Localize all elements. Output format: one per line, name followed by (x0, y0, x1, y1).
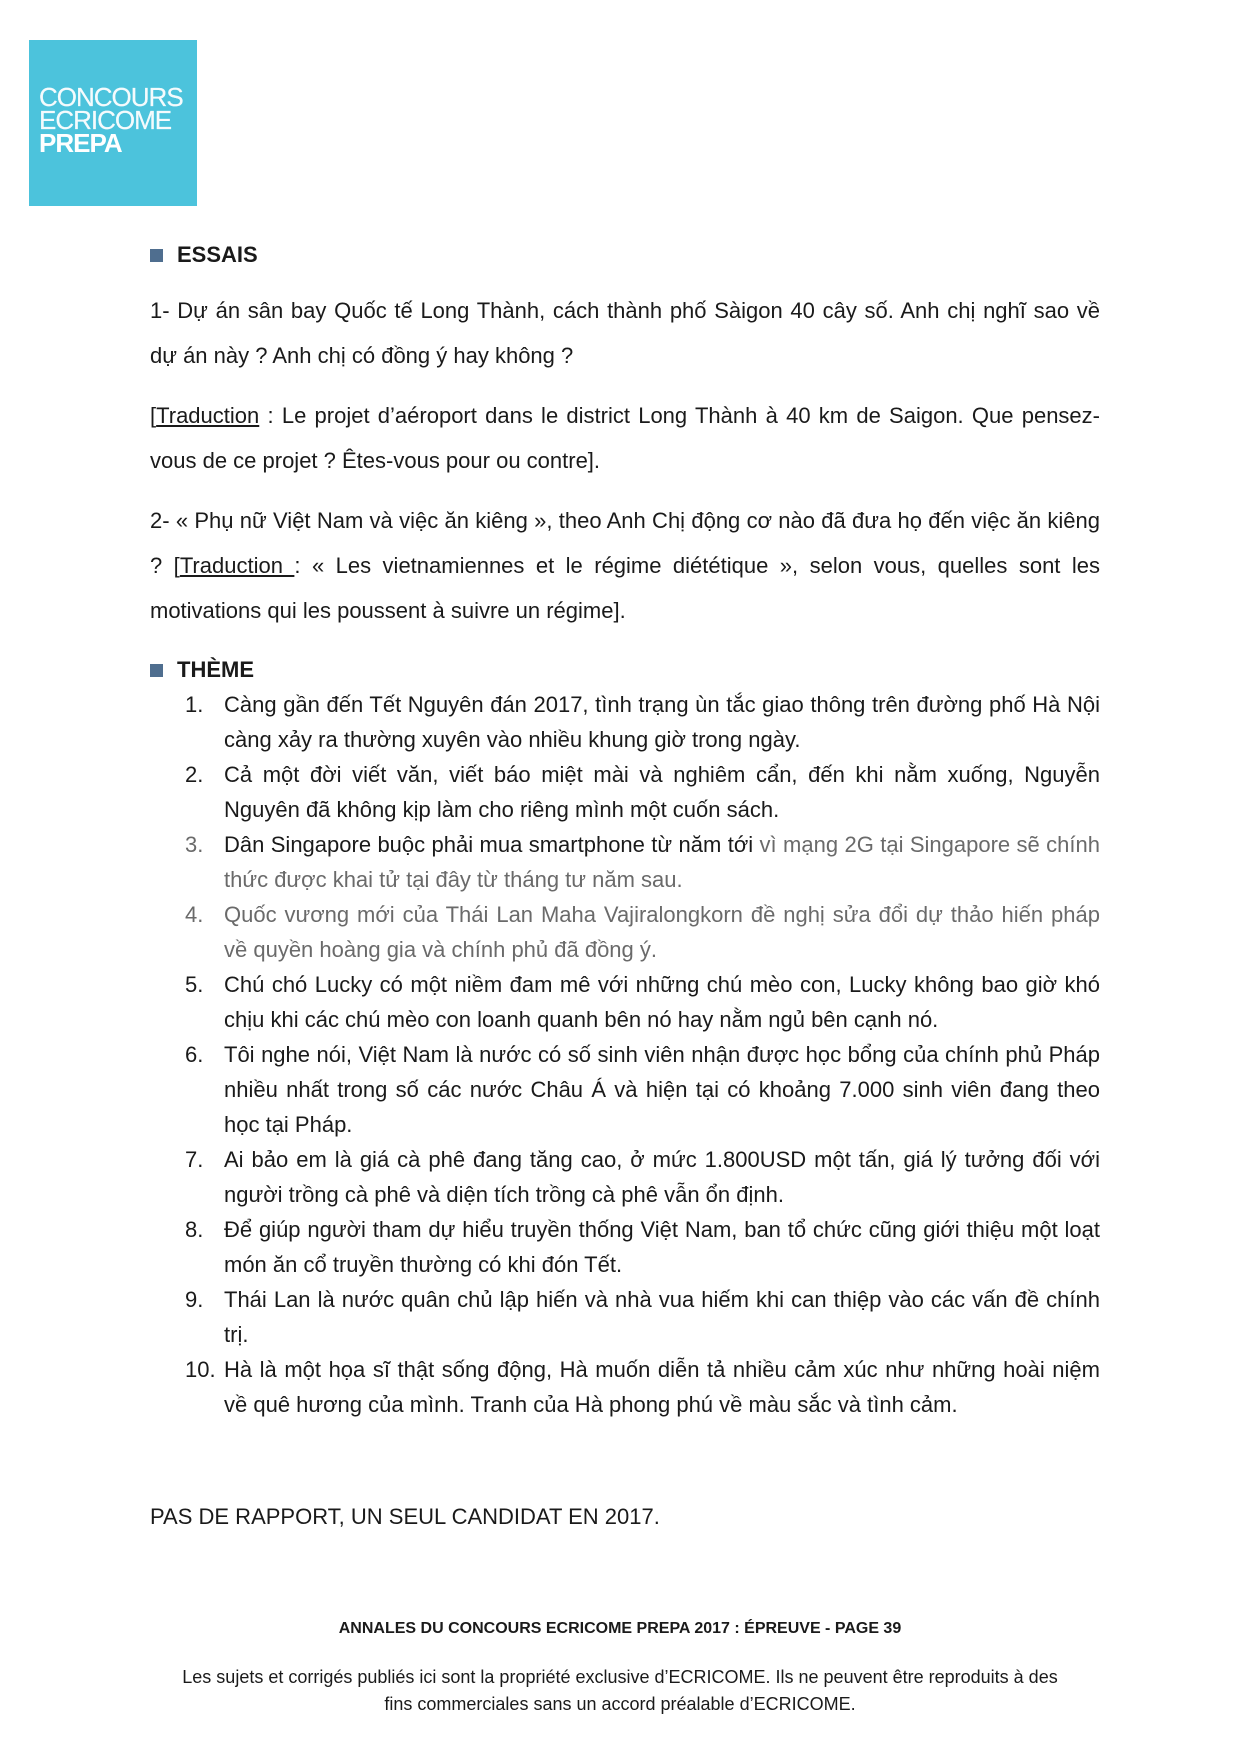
list-number: 1. (185, 692, 204, 717)
copyright-line-1: Les sujets et corrigés publiés ici sont la propriété exclusive d’ECRICOME. Ils ne peuvent être reproduits à des (182, 1667, 1058, 1687)
logo-line-prepa: PREPA (39, 128, 122, 158)
theme-item-4 (150, 897, 1100, 967)
essais-heading (150, 240, 1100, 270)
theme-item-6 (150, 1037, 1100, 1142)
theme-item-8 (150, 1212, 1100, 1282)
list-item-text: Chú chó Lucky có một niềm đam mê với những chú mèo con, Lucky không bao giờ khó chịu khi các chú mèo con loanh quanh bên nó hay nằm ngủ bên cạnh nó. (224, 972, 1100, 1032)
theme-item-3 (150, 827, 1100, 897)
list-number: 5. (185, 972, 204, 997)
traduction-text-1: : Le projet d’aéroport dans le district Long Thành à 40 km de Saigon. Que pensez-vous de ce projet ? Êtes-vous pour ou contre]. (150, 403, 1100, 473)
logo-line-ecricome: ECRICOME (39, 105, 172, 135)
square-bullet-icon (150, 664, 163, 677)
essai-question-2-text: 2- « Phụ nữ Việt Nam và việc ăn kiêng », theo Anh Chị động cơ nào đã đưa họ đến việc ăn kiêng ? [ (150, 508, 1100, 578)
list-number: 2. (185, 762, 204, 787)
list-item-text: Để giúp người tham dự hiểu truyền thống Việt Nam, ban tổ chức cũng giới thiệu một loạt món ăn cổ truyền thường có khi đón Tết. (224, 1217, 1100, 1277)
list-number: 9. (185, 1287, 204, 1312)
list-item-text: Hà là một họa sĩ thật sống động, Hà muốn diễn tả nhiều cảm xúc như những hoài niệm về quê hương của mình. Tranh của Hà phong phú về màu sắc và tình cảm. (224, 1357, 1100, 1417)
theme-list (150, 687, 1100, 1422)
list-item-text: Ai bảo em là giá cà phê đang tăng cao, ở mức 1.800USD một tấn, giá lý tưởng đối với người trồng cà phê và diện tích trồng cà phê vẫn ổn định. (224, 1147, 1100, 1207)
traduction-label-1: Traduction (156, 403, 260, 428)
list-number: 3. (185, 832, 204, 857)
essais-heading-text: ESSAIS (177, 242, 258, 267)
list-item-text: Dân Singapore buộc phải mua smartphone từ năm tới (224, 832, 760, 857)
essai-question-1: 1- Dự án sân bay Quốc tế Long Thành, cách thành phố Sàigon 40 cây số. Anh chị nghĩ sao về dự án này ? Anh chị có đồng ý hay không ? (150, 298, 1100, 368)
footer-copyright (0, 1664, 1240, 1718)
list-item-text: Càng gần đến Tết Nguyên đán 2017, tình trạng ùn tắc giao thông trên đường phố Hà Nội càng xảy ra thường xuyên vào nhiều khung giờ trong ngày. (224, 692, 1100, 752)
traduction-text-2: : « Les vietnamiennes et le régime diététique », selon vous, quelles sont les motivations qui les poussent à suivre un régime]. (150, 553, 1100, 623)
list-item-text: Cả một đời viết văn, viết báo miệt mài và nghiêm cẩn, đến khi nằm xuống, Nguyễn Nguyên đã không kịp làm cho riêng mình một cuốn sách. (224, 762, 1100, 822)
list-item-text-grey: vì mạng 2G tại Singapore sẽ chính thức được khai tử tại đây từ tháng tư năm sau. (224, 832, 1100, 892)
theme-item-5 (150, 967, 1100, 1037)
essai-question-2 (150, 498, 1100, 633)
list-item-text: Tôi nghe nói, Việt Nam là nước có số sinh viên nhận được học bổng của chính phủ Pháp nhiều nhất trong số các nước Châu Á và hiện tại có khoảng 7.000 sinh viên đang theo học tại Pháp. (224, 1042, 1100, 1137)
list-number: 7. (185, 1147, 204, 1172)
list-number: 4. (185, 902, 204, 927)
list-item-text: Quốc vương mới của Thái Lan Maha Vajiralongkorn đề nghị sửa đổi dự thảo hiến pháp về quyền hoàng gia và chính phủ đã đồng ý. (224, 902, 1100, 962)
theme-heading-text: THÈME (177, 657, 254, 682)
theme-heading (150, 655, 1100, 685)
theme-item-2 (150, 757, 1100, 827)
footer-annales: ANNALES DU CONCOURS ECRICOME PREPA 2017 : ÉPREUVE - PAGE 39 (338, 1620, 902, 1637)
main-content (150, 240, 1100, 1539)
essai-translation-1: [Traduction : Le projet d’aéroport dans le district Long Thành à 40 km de Saigon. Que pensez-vous de ce projet ? Êtes-vous pour ou contre]. (150, 403, 1100, 473)
list-item-text: Thái Lan là nước quân chủ lập hiến và nhà vua hiếm khi can thiệp vào các vấn đề chính trị. (224, 1287, 1100, 1347)
list-number: 8. (185, 1217, 204, 1242)
logo-line-concours: CONCOURS (39, 82, 183, 112)
copyright-line-2: fins commerciales sans un accord préalable d’ECRICOME. (384, 1694, 856, 1714)
traduction-label-2: Traduction (179, 553, 295, 578)
theme-item-10 (150, 1352, 1100, 1422)
theme-item-9 (150, 1282, 1100, 1352)
list-number: 10. (185, 1357, 216, 1382)
theme-item-7 (150, 1142, 1100, 1212)
rapport-note: PAS DE RAPPORT, UN SEUL CANDIDAT EN 2017. (150, 1504, 660, 1529)
theme-item-1 (150, 687, 1100, 757)
list-number: 6. (185, 1042, 204, 1067)
ecricome-logo (29, 40, 197, 206)
square-bullet-icon (150, 249, 163, 262)
